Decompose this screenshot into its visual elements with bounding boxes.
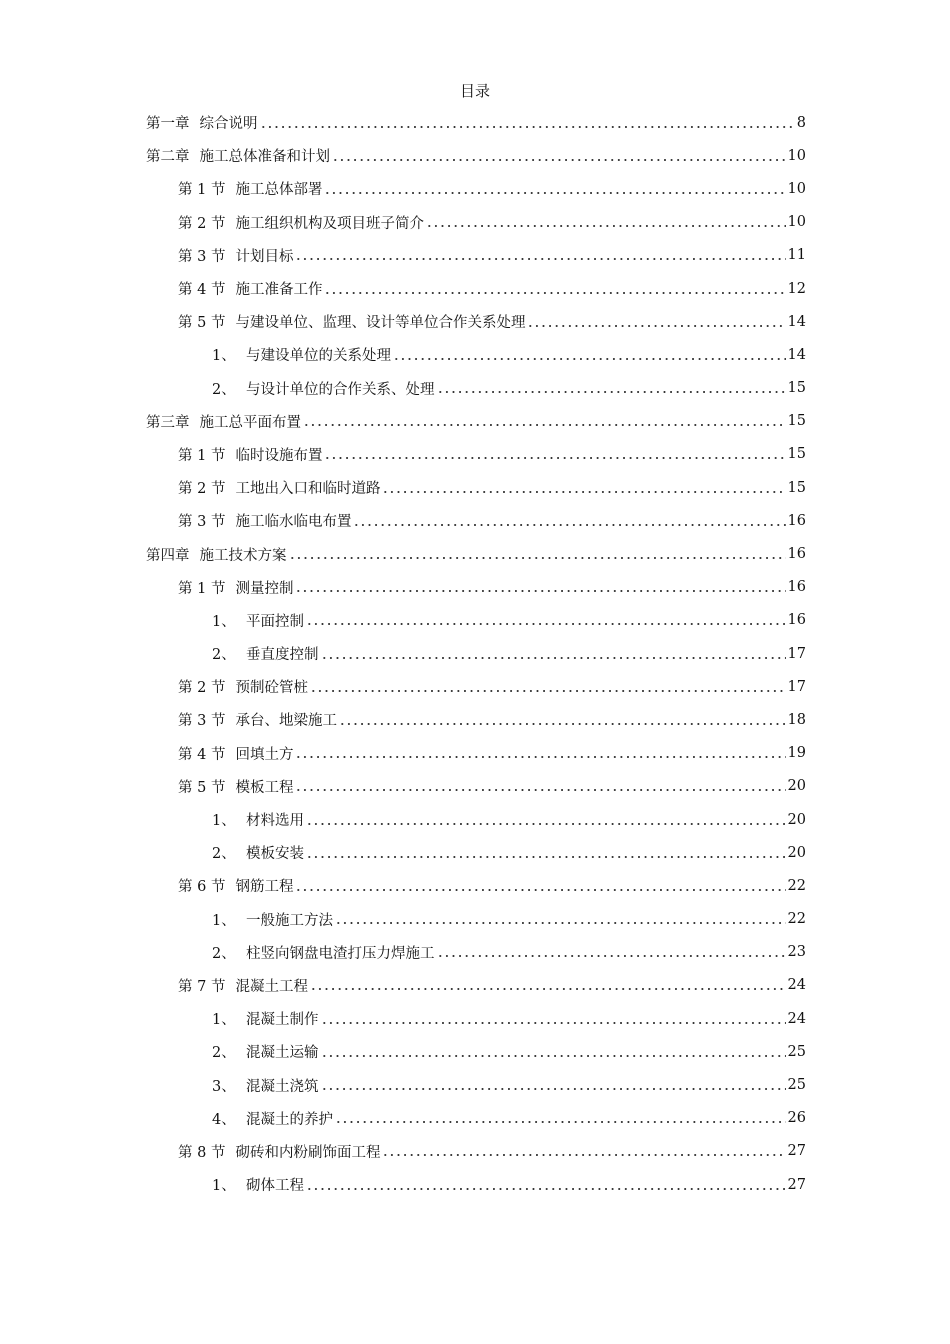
- toc-entry-text: 回填土方: [235, 746, 294, 763]
- toc-entry-page-number: 25: [787, 1077, 806, 1094]
- toc-entry-label: [178, 875, 293, 896]
- toc-entry-page-number: 24: [787, 1010, 806, 1027]
- dot-leader: [306, 613, 786, 627]
- toc-entry-label: [212, 344, 391, 365]
- toc-entry-number: 1、: [212, 813, 236, 830]
- toc-entry-text: 柱竖向钢盘电渣打压力焊施工: [246, 945, 435, 962]
- toc-entry-number: 4、: [212, 1111, 236, 1128]
- toc-entry[interactable]: [146, 338, 806, 371]
- dot-leader: [321, 647, 786, 661]
- toc-entry-page-number: 14: [787, 313, 806, 330]
- dot-leader: [295, 879, 785, 893]
- toc-entry-page-number: 17: [787, 678, 806, 695]
- toc-entry-text: 砌体工程: [246, 1178, 304, 1195]
- toc-entry-label: [212, 1174, 304, 1195]
- dot-leader: [335, 912, 786, 926]
- toc-entry-number: 第 1 节: [178, 447, 226, 464]
- toc-entry[interactable]: [146, 604, 806, 637]
- toc-entry[interactable]: [146, 1102, 806, 1135]
- toc-entry-label: [178, 1141, 380, 1162]
- toc-entry-text: 承台、地梁施工: [235, 713, 337, 730]
- toc-entry-number: 1、: [212, 348, 236, 365]
- toc-entry-label: [212, 1108, 333, 1129]
- toc-entry-number: 2、: [212, 945, 236, 962]
- toc-entry-text: 计划目标: [235, 248, 294, 265]
- toc-entry-text: 材料选用: [246, 813, 304, 830]
- toc-entry-text: 测量控制: [235, 580, 294, 597]
- toc-entry-label: [178, 510, 351, 531]
- toc-entry[interactable]: [146, 637, 806, 670]
- toc-entry-number: 第一章: [146, 116, 190, 133]
- toc-entry[interactable]: [146, 571, 806, 604]
- toc-entry[interactable]: [146, 139, 806, 172]
- toc-entry-label: [178, 743, 293, 764]
- toc-entry-page-number: 8: [796, 114, 806, 131]
- toc-entry[interactable]: [146, 803, 806, 836]
- toc-entry[interactable]: [146, 1002, 806, 1035]
- toc-title: 目录: [459, 82, 490, 100]
- toc-entry-label: [178, 444, 322, 465]
- toc-entry-text: 施工临水临电布置: [235, 514, 352, 531]
- toc-entry-label: [178, 178, 322, 199]
- toc-entry-text: 与建设单位的关系处理: [246, 348, 391, 365]
- toc-entry-page-number: 14: [787, 346, 806, 363]
- toc-entry-label: [178, 245, 293, 266]
- toc-entry[interactable]: [146, 305, 806, 338]
- toc-entry-label: [212, 610, 304, 631]
- toc-entry-page-number: 11: [787, 247, 806, 264]
- toc-entry[interactable]: [146, 1035, 806, 1068]
- toc-entry[interactable]: [146, 670, 806, 703]
- dot-leader: [295, 779, 785, 793]
- dot-leader: [321, 1012, 786, 1026]
- toc-entry[interactable]: [146, 106, 806, 139]
- toc-entry[interactable]: [146, 836, 806, 869]
- toc-entry[interactable]: [146, 969, 806, 1002]
- toc-entry-page-number: 25: [787, 1043, 806, 1060]
- dot-leader: [324, 282, 785, 296]
- toc-entry-label: [212, 643, 319, 664]
- toc-entry-page-number: 15: [787, 380, 806, 397]
- toc-entry[interactable]: [146, 770, 806, 803]
- toc-entry-number: 第 6 节: [178, 879, 226, 896]
- toc-entry-label: [212, 1041, 319, 1062]
- toc-entry-number: 第 2 节: [178, 680, 226, 697]
- toc-entry[interactable]: [146, 1135, 806, 1168]
- toc-entry-page-number: 16: [787, 612, 806, 629]
- toc-entry-page-number: 16: [787, 546, 806, 563]
- toc-entry-page-number: 20: [787, 778, 806, 795]
- toc-entry-page-number: 10: [787, 180, 806, 197]
- toc-entry[interactable]: [146, 737, 806, 770]
- dot-leader: [437, 381, 786, 395]
- dot-leader: [295, 746, 785, 760]
- dot-leader: [321, 1045, 786, 1059]
- dot-leader: [306, 846, 786, 860]
- toc-entry-text: 混凝土制作: [246, 1012, 319, 1029]
- toc-entry-page-number: 19: [787, 745, 806, 762]
- toc-entry-number: 第 1 节: [178, 580, 226, 597]
- toc-entry-page-number: 27: [787, 1143, 806, 1160]
- dot-leader: [339, 713, 786, 727]
- dot-leader: [289, 547, 786, 561]
- toc-entry-text: 预制砼管桩: [235, 680, 308, 697]
- toc-entry-text: 与建设单位、监理、设计等单位合作关系处理: [235, 315, 526, 332]
- dot-leader: [393, 348, 786, 362]
- toc-list: [146, 106, 806, 1201]
- toc-entry-page-number: 12: [787, 280, 806, 297]
- dot-leader: [426, 215, 786, 229]
- toc-entry-label: [212, 1075, 319, 1096]
- toc-entry-text: 临时设施布置: [235, 447, 323, 464]
- toc-entry-label: [178, 676, 308, 697]
- toc-entry-label: [146, 112, 258, 133]
- toc-entry-number: 第 2 节: [178, 481, 226, 498]
- toc-entry-number: 2、: [212, 1045, 236, 1062]
- toc-entry-label: [212, 1008, 319, 1029]
- dot-leader: [321, 1078, 786, 1092]
- toc-entry-label: [146, 411, 301, 432]
- toc-entry-label: [178, 709, 337, 730]
- toc-entry-page-number: 20: [787, 844, 806, 861]
- toc-entry-number: 第 5 节: [178, 779, 226, 796]
- dot-leader: [306, 813, 786, 827]
- dot-leader: [382, 1144, 785, 1158]
- dot-leader: [382, 481, 785, 495]
- toc-entry-text: 施工准备工作: [235, 282, 323, 299]
- toc-entry-page-number: 10: [787, 214, 806, 231]
- toc-entry-number: 3、: [212, 1078, 236, 1095]
- toc-entry-number: 第 2 节: [178, 215, 226, 232]
- toc-entry-label: [212, 378, 435, 399]
- toc-entry-text: 混凝土浇筑: [246, 1078, 319, 1095]
- toc-entry-number: 第 4 节: [178, 746, 226, 763]
- dot-leader: [353, 514, 785, 528]
- toc-entry[interactable]: [146, 405, 806, 438]
- toc-entry-text: 工地出入口和临时道路: [235, 481, 381, 498]
- toc-entry-number: 第三章: [146, 414, 190, 431]
- toc-entry-label: [146, 544, 287, 565]
- toc-entry[interactable]: [146, 936, 806, 969]
- toc-entry-page-number: 22: [787, 877, 806, 894]
- toc-entry-text: 垂直度控制: [246, 647, 319, 664]
- toc-entry-number: 第 8 节: [178, 1144, 226, 1161]
- toc-entry-page-number: 15: [787, 479, 806, 496]
- toc-entry[interactable]: [146, 372, 806, 405]
- dot-leader: [332, 149, 786, 163]
- toc-entry-number: 第 3 节: [178, 248, 226, 265]
- toc-entry-number: 2、: [212, 647, 236, 664]
- toc-entry-page-number: 18: [787, 711, 806, 728]
- toc-entry-page-number: 10: [787, 147, 806, 164]
- toc-entry-text: 模板工程: [235, 779, 294, 796]
- toc-entry-text: 模板安装: [246, 846, 304, 863]
- toc-entry-page-number: 16: [787, 512, 806, 529]
- toc-entry-label: [178, 975, 308, 996]
- dot-leader: [324, 182, 785, 196]
- toc-entry-text: 砌砖和内粉刷饰面工程: [235, 1144, 381, 1161]
- toc-entry-number: 第 4 节: [178, 282, 226, 299]
- toc-entry-page-number: 20: [787, 811, 806, 828]
- toc-entry-text: 施工总体准备和计划: [199, 149, 330, 166]
- toc-entry-page-number: 15: [787, 413, 806, 430]
- toc-entry-number: 2、: [212, 846, 236, 863]
- toc-entry-label: [146, 145, 330, 166]
- toc-entry-page-number: 24: [787, 977, 806, 994]
- toc-entry[interactable]: [146, 903, 806, 936]
- dot-leader: [295, 248, 785, 262]
- toc-entry[interactable]: [146, 504, 806, 537]
- toc-entry-text: 一般施工方法: [246, 912, 333, 929]
- dot-leader: [437, 945, 786, 959]
- toc-entry-label: [178, 212, 424, 233]
- toc-entry-text: 混凝土工程: [235, 978, 308, 995]
- toc-entry[interactable]: [146, 537, 806, 570]
- toc-entry-number: 1、: [212, 912, 236, 929]
- toc-entry-page-number: 22: [787, 911, 806, 928]
- toc-entry-text: 平面控制: [246, 613, 304, 630]
- toc-entry-number: 第二章: [146, 149, 190, 166]
- toc-entry[interactable]: [146, 172, 806, 205]
- toc-entry-label: [212, 842, 304, 863]
- dot-leader: [295, 580, 785, 594]
- toc-entry-label: [212, 909, 333, 930]
- toc-entry[interactable]: [146, 869, 806, 902]
- toc-entry-label: [178, 278, 322, 299]
- toc-entry-number: 第 5 节: [178, 315, 226, 332]
- toc-entry-text: 施工技术方案: [199, 547, 287, 564]
- toc-entry[interactable]: [146, 239, 806, 272]
- toc-entry[interactable]: [146, 206, 806, 239]
- dot-leader: [324, 447, 785, 461]
- toc-entry[interactable]: [146, 272, 806, 305]
- dot-leader: [303, 414, 786, 428]
- toc-entry-number: 1、: [212, 1178, 236, 1195]
- toc-entry-text: 施工总平面布置: [199, 414, 301, 431]
- toc-entry[interactable]: [146, 1068, 806, 1101]
- toc-entry-text: 混凝土运输: [246, 1045, 319, 1062]
- toc-entry-text: 施工总体部署: [235, 182, 323, 199]
- toc-entry-label: [178, 577, 293, 598]
- dot-leader: [335, 1111, 786, 1125]
- toc-entry-text: 施工组织机构及项目班子简介: [235, 215, 424, 232]
- toc-entry-label: [212, 942, 435, 963]
- toc-entry-page-number: 26: [787, 1110, 806, 1127]
- toc-entry-text: 综合说明: [199, 116, 258, 133]
- dot-leader: [306, 1178, 786, 1192]
- toc-entry-label: [178, 311, 525, 332]
- toc-entry[interactable]: [146, 438, 806, 471]
- toc-entry-number: 第四章: [146, 547, 190, 564]
- toc-entry-number: 第 3 节: [178, 713, 226, 730]
- toc-entry-page-number: 17: [787, 645, 806, 662]
- toc-entry-label: [178, 776, 293, 797]
- dot-leader: [260, 116, 795, 130]
- toc-entry-page-number: 23: [787, 944, 806, 961]
- dot-leader: [310, 680, 786, 694]
- toc-entry-page-number: 27: [787, 1176, 806, 1193]
- toc-entry-page-number: 16: [787, 579, 806, 596]
- toc-entry-number: 第 7 节: [178, 978, 226, 995]
- toc-entry-label: [212, 809, 304, 830]
- toc-entry-text: 与设计单位的合作关系、处理: [246, 381, 435, 398]
- toc-entry-text: 混凝土的养护: [246, 1111, 333, 1128]
- toc-entry-number: 第 1 节: [178, 182, 226, 199]
- toc-entry[interactable]: [146, 1168, 806, 1201]
- toc-entry-text: 钢筋工程: [235, 879, 294, 896]
- toc-entry[interactable]: [146, 471, 806, 504]
- toc-entry-number: 1、: [212, 613, 236, 630]
- toc-entry-number: 1、: [212, 1012, 236, 1029]
- toc-entry-page-number: 15: [787, 446, 806, 463]
- toc-entry-number: 第 3 节: [178, 514, 226, 531]
- toc-entry-number: 2、: [212, 381, 236, 398]
- dot-leader: [310, 978, 786, 992]
- toc-entry-label: [178, 477, 380, 498]
- toc-entry[interactable]: [146, 703, 806, 736]
- dot-leader: [527, 315, 785, 329]
